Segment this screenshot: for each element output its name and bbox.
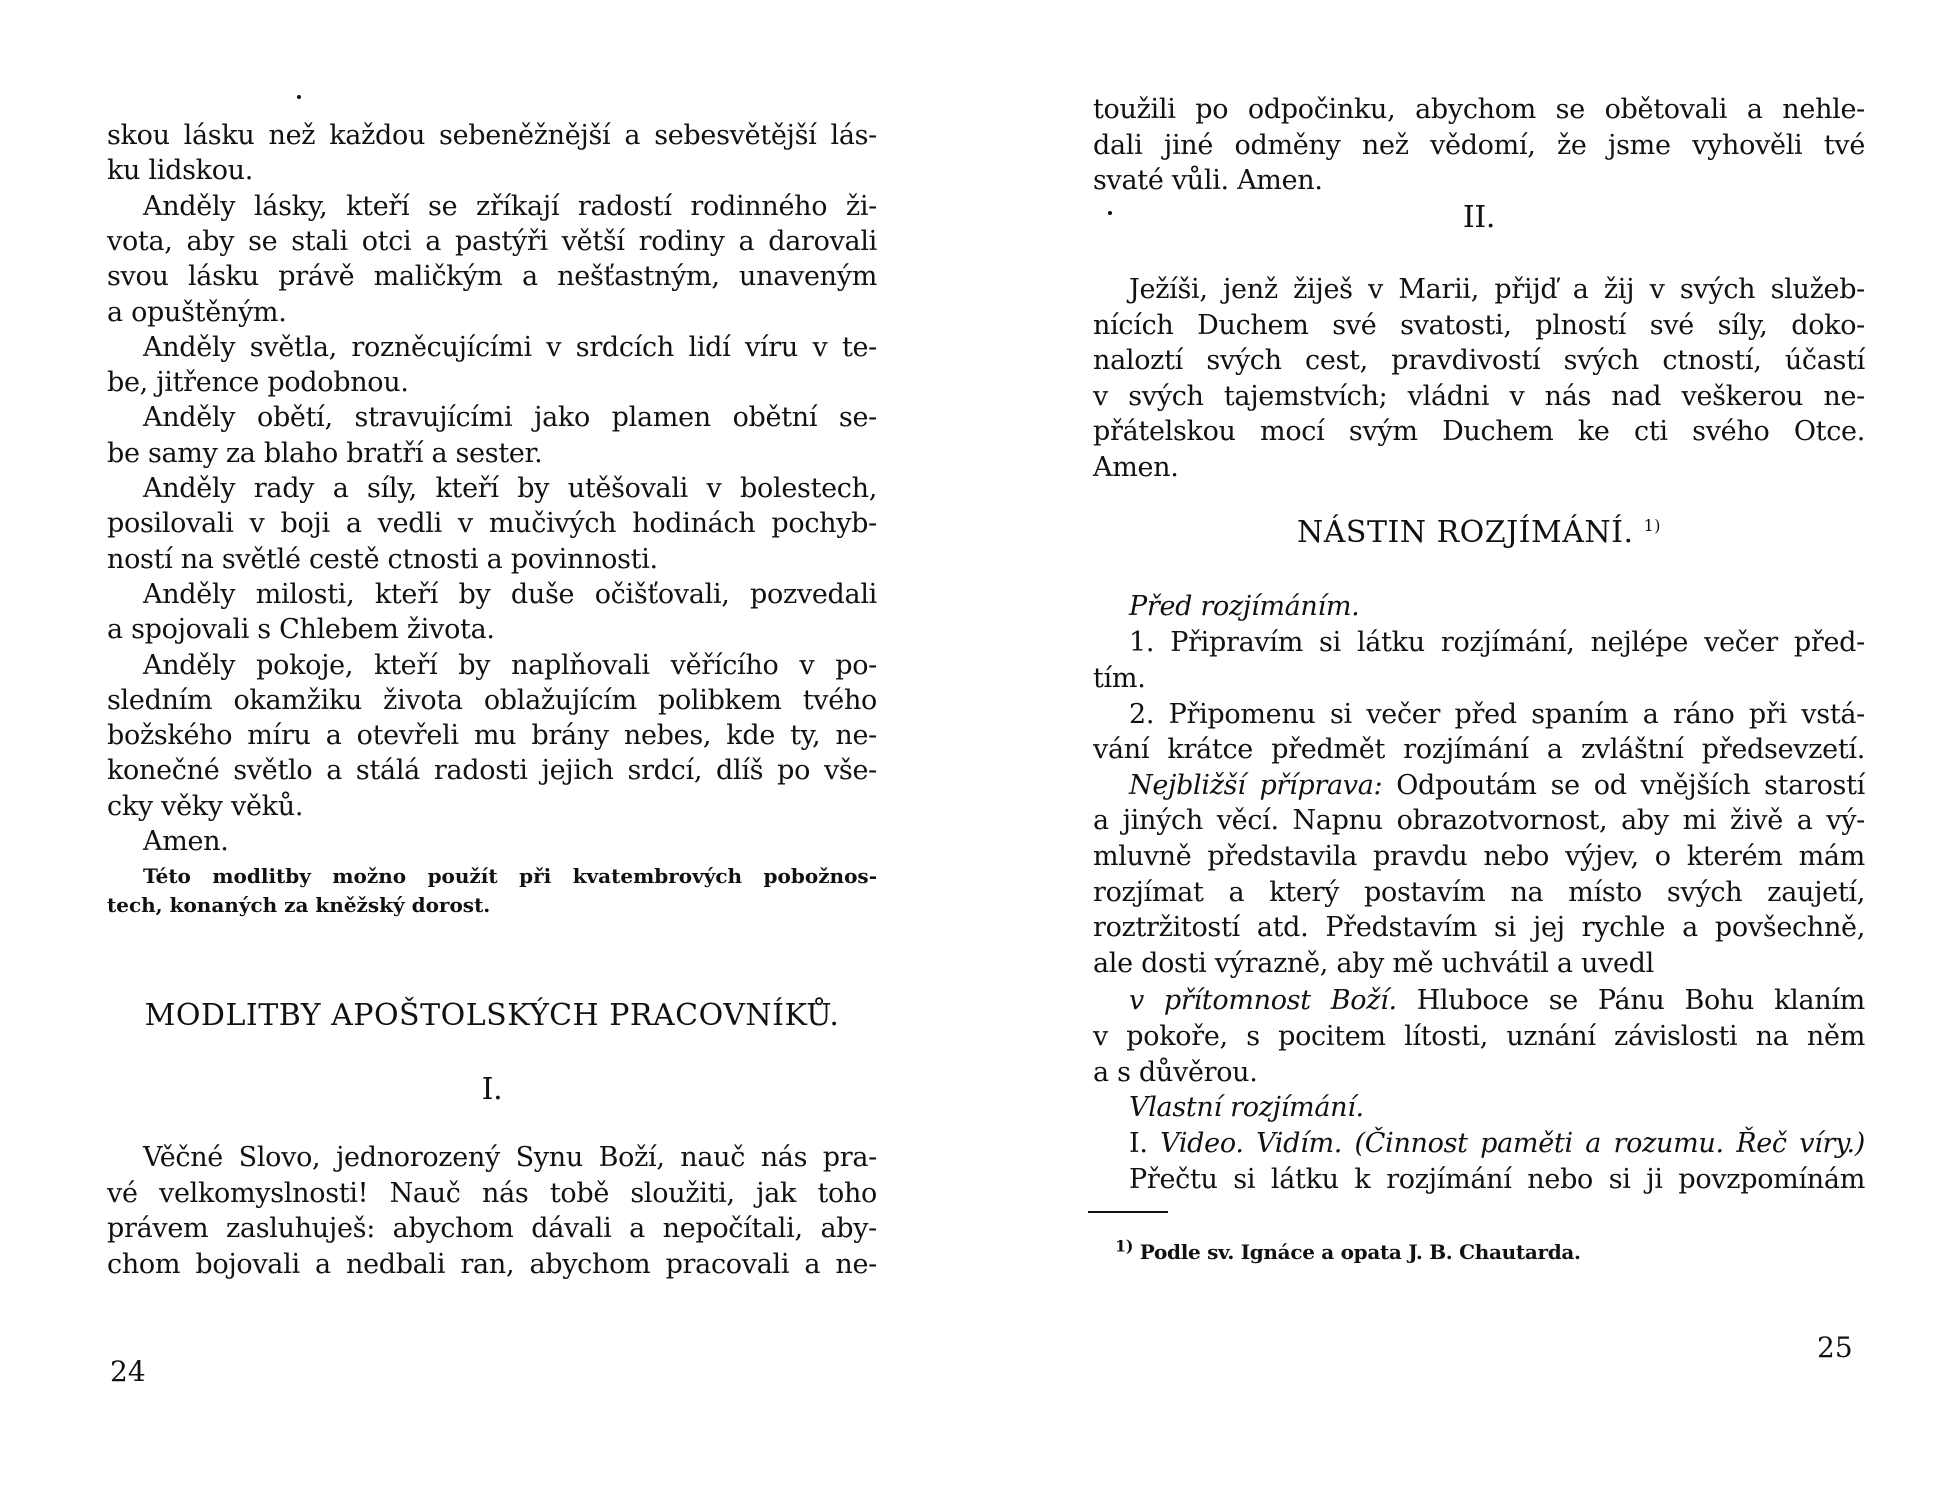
paragraph-line: tím.	[1093, 662, 1146, 694]
paragraph-line: Anděly lásky, kteří se zříkají radostí rodinného ži-	[143, 190, 877, 222]
footnote-text: Podle sv. Ignáce a opata J. B. Chautarda.	[1139, 1240, 1581, 1264]
inline-italic: (Činnost paměti a rozumu. Řeč víry.)	[1354, 1128, 1865, 1159]
paragraph-line: Amen.	[143, 826, 229, 857]
paragraph-line: dali jiné odměny než vědomí, že jsme vyhověli tvé	[1093, 129, 1865, 161]
paragraph-line: v svých tajemstvích; vládni v nás nad veškerou ne-	[1093, 380, 1865, 412]
paragraph-line: v pokoře, s pocitem lítosti, uznání závislosti na něm	[1093, 1021, 1865, 1052]
paragraph-line: a opuštěným.	[107, 296, 287, 328]
page-number: 24	[110, 1355, 146, 1388]
paragraph-line: přátelskou mocí svým Duchem ke cti svého Otce.	[1093, 416, 1865, 448]
paragraph-line: a s důvěrou.	[1093, 1056, 1258, 1088]
inline-text: I.	[1129, 1128, 1148, 1159]
paragraph-line: vé velkomyslnosti! Nauč nás tobě sloužiti, jak toho	[107, 1177, 877, 1209]
footnote-rule	[1088, 1211, 1168, 1213]
paragraph-line: svaté vůli. Amen.	[1093, 165, 1323, 196]
paragraph-line: Věčné Slovo, jednorozený Synu Boží, nauč nás pra-	[143, 1142, 877, 1173]
note-line: tech, konaných za kněžský dorost.	[107, 893, 491, 917]
paragraph-line: cky věky věků.	[107, 790, 304, 822]
paragraph-line: svou lásku právě maličkým a nešťastným, unaveným	[107, 261, 877, 293]
paragraph-line: roztržitostí atd. Představím si jej rychle a povšechně,	[1093, 912, 1865, 944]
subheading: Vlastní rozjímání.	[1129, 1092, 1364, 1123]
section-numeral: II.	[1462, 200, 1496, 235]
paragraph-line: a jiných věcí. Napnu obrazotvornost, aby mi živě a vý-	[1093, 805, 1865, 836]
paragraph-line: be, jitřence podobnou.	[107, 367, 409, 399]
paragraph-line: Anděly milosti, kteří by duše očišťovali, pozvedali	[143, 578, 877, 610]
paragraph-line: be samy za blaho bratří a sester.	[107, 437, 543, 469]
inline-text: Hluboce se Pánu Bohu klaním	[1416, 985, 1865, 1016]
paragraph-line	[1093, 1126, 1865, 1162]
right-page	[979, 0, 1958, 1500]
section-numeral: I.	[481, 1072, 503, 1107]
paragraph-line: Ježíši, jenž žiješ v Marii, přijď a žij v svých služeb-	[1129, 274, 1865, 305]
paragraph-line: Anděly obětí, stravujícími jako plamen obětní se-	[143, 402, 877, 434]
subheading: Před rozjímáním.	[1129, 591, 1360, 622]
paragraph-line: Anděly rady a síly, kteří by utěšovali v bolestech,	[143, 473, 877, 504]
paragraph-line: ale dosti výrazně, aby mě uchvátil a uvedl	[1093, 948, 1654, 980]
note-line: Této modlitby možno použít při kvatembrových pobožnos-	[143, 864, 877, 888]
section-heading	[1093, 513, 1865, 553]
paragraph-line	[1093, 768, 1865, 804]
inline-text: Odpoutám se od vnějších starostí	[1396, 770, 1865, 801]
inline-italic: Nejbližší příprava:	[1129, 770, 1383, 801]
paragraph-line: Amen.	[1093, 452, 1179, 483]
paragraph-line: Anděly pokoje, kteří by naplňovali věřícího v po-	[143, 649, 877, 681]
paragraph-line: 2. Připomenu si večer před spaním a ráno při vstá-	[1129, 698, 1865, 730]
paragraph-line: ností na světlé cestě ctnosti a povinnosti.	[107, 543, 658, 575]
paragraph-line: ku lidskou.	[107, 155, 254, 187]
paragraph-line: rozjímat a který postavím na místo svých zaujetí,	[1093, 876, 1865, 908]
paragraph-line: posilovali v boji a vedli v mučivých hodinách pochyb-	[107, 508, 877, 540]
paragraph-line: toužili po odpočinku, abychom se obětovali a nehle-	[1093, 94, 1865, 125]
heading-text: NÁSTIN ROZJÍMÁNÍ.	[1296, 515, 1634, 550]
paragraph-line: vota, aby se stali otci a pastýři větší rodiny a darovali	[107, 225, 877, 257]
paragraph-line: skou lásku než každou sebeněžnější a sebesvětější lás-	[107, 120, 877, 151]
footnote-reference: 1)	[1643, 516, 1661, 535]
paragraph-line: 1. Připravím si látku rozjímání, nejlépe večer před-	[1129, 627, 1865, 658]
paragraph-line	[1093, 983, 1865, 1019]
paragraph-line: sledním okamžiku života oblažujícím polibkem tvého	[107, 684, 877, 716]
paragraph-line: naloztí svých cest, pravdivostí svých ctností, účastí	[1093, 345, 1865, 377]
page-number: 25	[1817, 1331, 1853, 1364]
paragraph-line: a spojovali s Chlebem života.	[107, 614, 495, 646]
paragraph-line: mluvně představila pravdu nebo výjev, o kterém mám	[1093, 840, 1865, 872]
inline-italic: Video. Vidím.	[1160, 1128, 1343, 1159]
stray-dot	[297, 95, 301, 99]
paragraph-line: nících Duchem své svatosti, plností své síly, doko-	[1093, 309, 1865, 341]
paragraph-line: božského míru a otevřeli mu brány nebes, kde ty, ne-	[107, 720, 877, 752]
paragraph-line: Anděly světla, rozněcujícími v srdcích lidí víru v te-	[143, 331, 877, 363]
inline-italic: v přítomnost Boží.	[1129, 985, 1397, 1016]
footnote-mark: 1)	[1115, 1236, 1134, 1256]
paragraph-line: právem zasluhuješ: abychom dávali a nepočítali, aby-	[107, 1213, 877, 1245]
paragraph-line: konečné světlo a stálá radosti jejich srdcí, dlíš po vše-	[107, 755, 877, 787]
footnote	[1115, 1238, 1815, 1266]
paragraph-line: vání krátce předmět rozjímání a zvláštní předsevzetí.	[1093, 734, 1865, 766]
paragraph-line: Přečtu si látku k rozjímání nebo si ji povzpomínám	[1129, 1164, 1865, 1195]
section-heading: MODLITBY APOŠTOLSKÝCH PRACOVNÍKŮ.	[144, 998, 840, 1033]
paragraph-line: chom bojovali a nedbali ran, abychom pracovali a ne-	[107, 1249, 877, 1281]
